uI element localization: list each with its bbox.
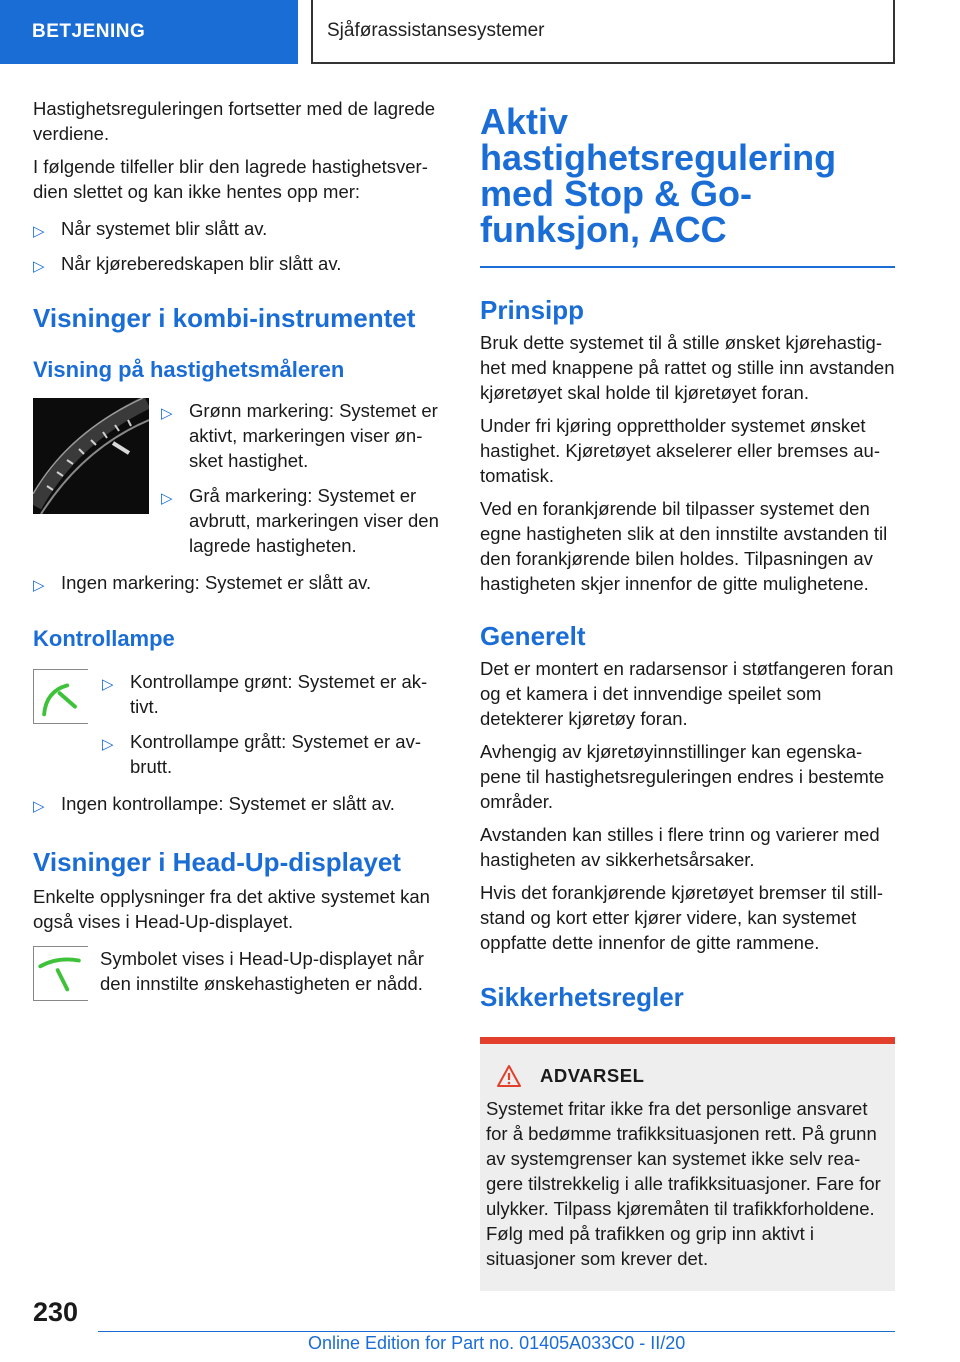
general-paragraph-2: Avhengig av kjøretøyinnstillinger kan egenskapene til hastighetsreguleringen endres i bestemte områder. <box>480 741 885 812</box>
warning-body <box>480 1044 895 1291</box>
right-column <box>480 101 895 1291</box>
speedometer-section <box>33 398 445 568</box>
intro-paragraph-1: Hastighetsreguleringen fortsetter med de lagrede verdiene. <box>33 98 436 144</box>
warning-header <box>486 1064 887 1088</box>
heading-principle: Prinsipp <box>480 295 585 325</box>
heading-indicator-lamp: Kontrollampe <box>33 626 175 651</box>
hud-paragraph: Enkelte opplysninger fra det aktive systemet kan også vises i Head-Up-displayet. <box>33 886 430 932</box>
list-item <box>33 251 445 276</box>
speedometer-image <box>33 398 149 514</box>
triangle-bullet-icon: ▷ <box>33 258 45 275</box>
triangle-bullet-icon: ▷ <box>161 490 173 507</box>
page-number: 230 <box>33 1297 79 1327</box>
indicator-lamp-section <box>33 669 445 789</box>
principle-paragraph-1: Bruk dette systemet til å stille ønsket kjørehastighet med knappene på rattet og stille inn avstanden kjøretøyet skal holde til kjøretøyet foran. <box>480 332 895 403</box>
section-header <box>311 0 895 64</box>
list-item-text: Når systemet blir slått av. <box>61 218 268 239</box>
list-item-text: Grå markering: Systemet er avbrutt, markeringen viser den lagrede hastigheten. <box>189 485 439 556</box>
speed-control-lamp-icon <box>33 669 88 724</box>
hud-symbol-section <box>33 946 445 1004</box>
list-item <box>33 216 445 241</box>
heading-general: Generelt <box>480 621 586 651</box>
heading-head-up-display: Visninger i Head-Up-displayet <box>33 847 401 877</box>
principle-paragraph-2: Under fri kjøring opprettholder systemet ønsket hastighet. Kjøretøyet akselerer eller bremses automatisk. <box>480 415 880 486</box>
warning-box <box>480 1037 895 1291</box>
triangle-bullet-icon: ▷ <box>33 577 45 594</box>
list-item <box>161 483 445 558</box>
intro-paragraph-2: I følgende tilfeller blir den lagrede hastighetsverdien slettet og kan ikke hentes opp mer: <box>33 156 428 202</box>
chapter-tab <box>0 0 298 64</box>
speedometer-bullets <box>161 398 445 568</box>
general-paragraph-1: Det er montert en radarsensor i støtfangeren foran og et kamera i det innvendige speilet som detekterer kjøretøy foran. <box>480 658 894 729</box>
list-item-text: Når kjøreberedskapen blir slått av. <box>61 253 342 274</box>
heading-kombi-instrument: Visninger i kombi-instrumentet <box>33 303 416 333</box>
list-item <box>102 729 445 779</box>
page-title: Aktiv hastighetsregulering med Stop & Go-funksjon, ACC <box>480 101 837 250</box>
hud-speed-reached-icon <box>33 946 88 1001</box>
principle-paragraph-3: Ved en forankjørende bil tilpasser systemet den egne hastigheten slik at den innstilte avstanden til den forankjørende bilen holdes. Tilpasningen av hastigheten skjer innenfor de gitte mulighetene. <box>480 498 888 594</box>
list-item <box>161 398 445 473</box>
general-paragraph-4: Hvis det forankjørende kjøretøyet bremser til stillstand og kort etter kjører videre, kan systemet oppfatte dette innenfor de gitte rammene. <box>480 882 884 953</box>
warning-triangle-icon <box>496 1064 522 1088</box>
list-item-text: Grønn markering: Systemet er aktivt, markeringen viser ønsket hastighet. <box>189 400 438 471</box>
section-label: Sjåførassistansesystemer <box>327 20 545 41</box>
indicator-lamp-bullets <box>102 669 445 789</box>
chapter-label: BETJENING <box>32 21 146 42</box>
heading-speedometer-display: Visning på hastighetsmåleren <box>33 357 345 382</box>
list-item <box>33 791 445 816</box>
triangle-bullet-icon: ▷ <box>161 405 173 422</box>
list-item-text: Kontrollampe grått: Systemet er avbrutt. <box>130 731 421 777</box>
triangle-bullet-icon: ▷ <box>33 223 45 240</box>
hud-symbol-text: Symbolet vises i Head-Up-displayet når den innstilte ønskehastigheten er nådd. <box>100 948 424 994</box>
general-paragraph-3: Avstanden kan stilles i flere trinn og varierer med hastigheten av sikkerhetsårsaker. <box>480 824 880 870</box>
warning-text: Systemet fritar ikke fra det personlige ansvaret for å bedømme trafikksituasjonen rett. På grunn av systemgrenser kan systemet ikke selv reagere tilstrekkelig i alle trafikksituasjoner. Fare for ulykker. Tilpass kjøremåten til trafikkforholdene. Følg med på trafikken og grip inn aktivt i situasjoner som krever det. <box>486 1098 881 1269</box>
list-item <box>33 570 445 595</box>
list-item-text: Kontrollampe grønt: Systemet er aktivt. <box>130 671 428 717</box>
triangle-bullet-icon: ▷ <box>33 798 45 815</box>
warning-label: ADVARSEL <box>540 1065 645 1086</box>
edition-text: Online Edition for Part no. 01405A033C0 - II/20 <box>308 1333 686 1353</box>
title-divider <box>480 266 895 268</box>
heading-safety-rules: Sikkerhetsregler <box>480 982 684 1012</box>
warning-bar <box>480 1037 895 1044</box>
list-item <box>102 669 445 719</box>
list-item-text: Ingen kontrollampe: Systemet er slått av. <box>61 793 395 814</box>
list-item-text: Ingen markering: Systemet er slått av. <box>61 572 372 593</box>
triangle-bullet-icon: ▷ <box>102 736 114 753</box>
left-column <box>33 96 445 1004</box>
footer-divider <box>98 1331 895 1332</box>
triangle-bullet-icon: ▷ <box>102 676 114 693</box>
